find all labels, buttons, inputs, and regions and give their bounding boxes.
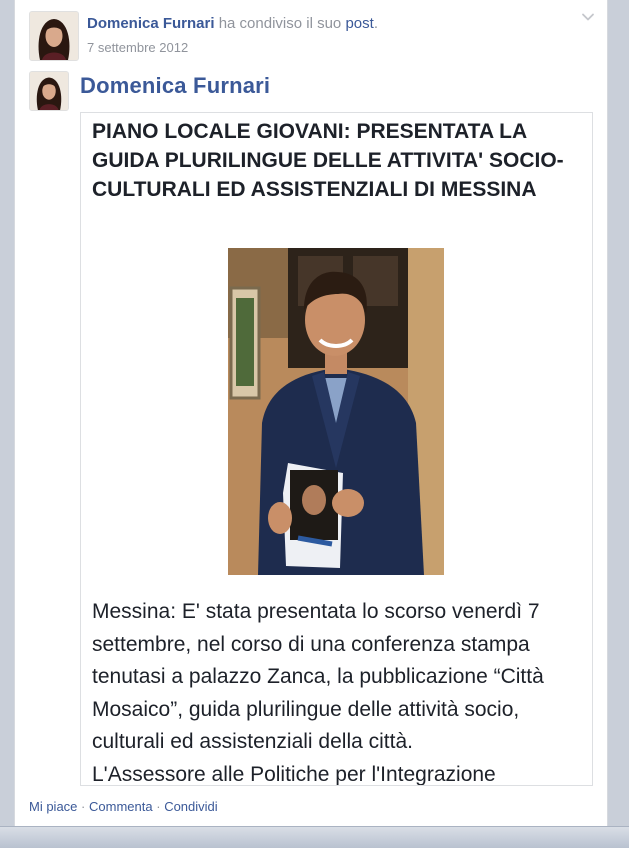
comment-button[interactable]: Commenta <box>89 799 153 814</box>
article-title: PIANO LOCALE GIOVANI: PRESENTATA LA GUIDA PLURILINGUE DELLE ATTIVITA' SOCIO-CULTURALI ED ASSISTENZIALI DI MESSINA <box>92 120 564 201</box>
feed-story <box>14 0 608 826</box>
article-photo[interactable] <box>228 248 444 575</box>
action-separator: · <box>81 799 86 814</box>
author-avatar[interactable] <box>29 71 69 111</box>
action-separator: · <box>156 799 161 814</box>
profile-photo-icon <box>30 12 78 60</box>
like-button[interactable]: Mi piace <box>29 799 78 814</box>
post-actions <box>29 799 218 814</box>
article-body: Messina: E' stata presentata lo scorso venerdì 7 settembre, nel corso di una conferenza stampa tenutasi a palazzo Zanca, la pubblicazione “Città Mosaico”, guida plurilingue delle attività socio, culturali ed assistenziali della città. L'Assessore alle Politiche per l'Integrazione <box>92 600 544 786</box>
sharer-avatar[interactable] <box>29 11 79 61</box>
shared-text: ha condiviso il suo <box>218 15 342 32</box>
post-timestamp[interactable]: 7 settembre 2012 <box>87 40 189 55</box>
window-bottom-bar <box>0 826 629 848</box>
shared-post-content[interactable] <box>80 112 593 786</box>
profile-photo-icon <box>30 72 68 110</box>
post-link[interactable]: post <box>345 15 374 32</box>
man-with-book-photo <box>228 248 444 575</box>
author-name-link[interactable]: Domenica Furnari <box>80 73 271 98</box>
header-period: . <box>373 15 378 32</box>
sharer-name-link[interactable]: Domenica Furnari <box>87 15 215 32</box>
story-header <box>87 15 378 32</box>
share-button[interactable]: Condividi <box>164 799 218 814</box>
chevron-down-icon[interactable] <box>581 10 595 24</box>
